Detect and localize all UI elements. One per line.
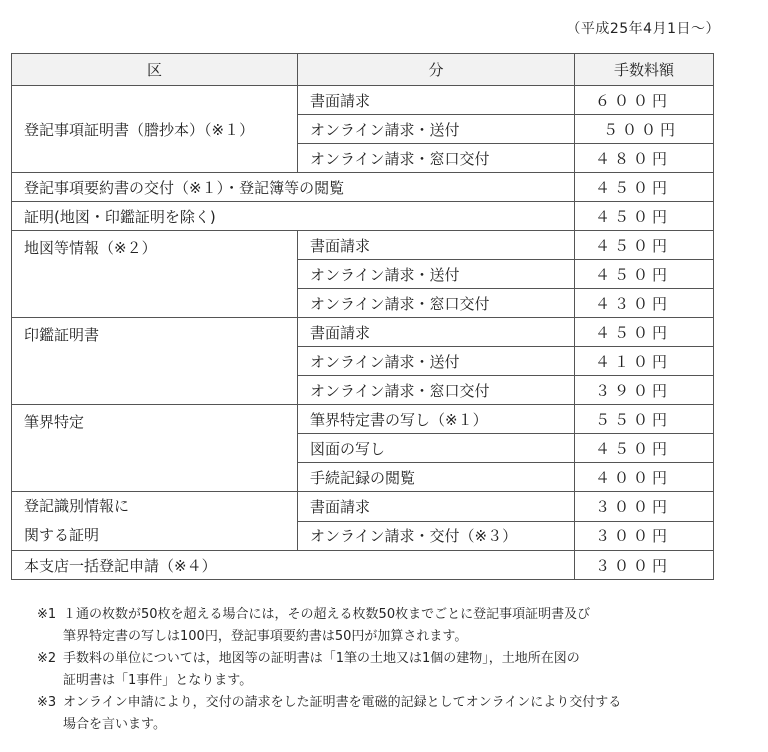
header-category-1: 区	[12, 54, 298, 86]
table-row	[12, 551, 714, 580]
row-sub: オンライン請求・窓口交付	[298, 376, 575, 405]
footnote-mark: ※1	[37, 607, 57, 622]
row-label-youyaku: 登記事項要約書の交付（※１）・登記簿等の閲覧	[12, 173, 575, 202]
footnotes	[37, 604, 757, 736]
fee-table	[11, 53, 714, 580]
footnote-1	[37, 604, 757, 648]
table-row	[12, 231, 714, 260]
row-sub: 書面請求	[298, 231, 575, 260]
row-fee: ５００円	[575, 115, 714, 144]
row-sub: 図面の写し	[298, 434, 575, 463]
row-label-shikibetsu-line-2: 関する証明	[24, 526, 100, 544]
row-label-shikibetsu-line-1: 登記識別情報に	[24, 497, 130, 515]
table-header-row	[12, 54, 714, 86]
row-fee: ３００円	[575, 551, 714, 580]
row-fee: ３００円	[575, 521, 714, 551]
row-label-touki: 登記事項証明書（謄抄本）（※１）	[12, 86, 298, 173]
table-row	[12, 86, 714, 115]
row-fee: ４５０円	[575, 231, 714, 260]
footnote-line: オンライン申請により，交付の請求をした証明書を電磁的記録としてオンラインにより交付する	[63, 695, 622, 710]
footnote-3	[37, 692, 757, 736]
row-label-inkan: 印鑑証明書	[12, 318, 298, 405]
row-sub: オンライン請求・交付（※３）	[298, 521, 575, 551]
row-sub: オンライン請求・窓口交付	[298, 144, 575, 173]
row-fee: ３００円	[575, 492, 714, 522]
table-row	[12, 492, 714, 522]
row-sub: オンライン請求・送付	[298, 347, 575, 376]
row-label-chizu: 地図等情報（※２）	[12, 231, 298, 318]
table-row	[12, 173, 714, 202]
footnote-line: 筆界特定書の写しは100円，登記事項要約書は50円が加算されます。	[63, 629, 468, 644]
row-fee: ３９０円	[575, 376, 714, 405]
row-fee: ４１０円	[575, 347, 714, 376]
footnote-line: 場合を言います。	[63, 717, 166, 732]
row-sub: オンライン請求・窓口交付	[298, 289, 575, 318]
row-sub: 書面請求	[298, 318, 575, 347]
table-row	[12, 318, 714, 347]
table-row	[12, 405, 714, 434]
header-category-2: 分	[298, 54, 575, 86]
row-label-shoumei: 証明(地図・印鑑証明を除く)	[12, 202, 575, 231]
row-fee: ４５０円	[575, 260, 714, 289]
table-row	[12, 202, 714, 231]
footnote-mark: ※2	[37, 651, 57, 666]
footnote-2	[37, 648, 757, 692]
row-sub: オンライン請求・送付	[298, 115, 575, 144]
row-sub: オンライン請求・送付	[298, 260, 575, 289]
row-fee: ４５０円	[575, 318, 714, 347]
row-sub: 書面請求	[298, 86, 575, 115]
footnote-line: １通の枚数が50枚を超える場合には，その超える枚数50枚までごとに登記事項証明書及び	[63, 607, 591, 622]
header-fee: 手数料額	[575, 54, 714, 86]
row-fee: ５５０円	[575, 405, 714, 434]
row-fee: ４００円	[575, 463, 714, 492]
row-sub: 書面請求	[298, 492, 575, 522]
row-sub: 筆界特定書の写し（※１）	[298, 405, 575, 434]
row-label-hikkai: 筆界特定	[12, 405, 298, 492]
row-fee: ４３０円	[575, 289, 714, 318]
effective-date: （平成25年4月1日～）	[566, 21, 720, 37]
footnote-line: 証明書は「1事件」となります。	[63, 673, 253, 688]
footnote-line: 手数料の単位については，地図等の証明書は「1筆の土地又は1個の建物」，土地所在図の	[63, 651, 580, 666]
row-fee: ４５０円	[575, 434, 714, 463]
footnote-mark: ※3	[37, 695, 57, 710]
row-sub: 手続記録の閲覧	[298, 463, 575, 492]
row-fee: ６００円	[575, 86, 714, 115]
row-fee: ４８０円	[575, 144, 714, 173]
row-label-shikibetsu	[12, 492, 298, 551]
row-fee: ４５０円	[575, 173, 714, 202]
row-label-honshiten: 本支店一括登記申請（※４）	[12, 551, 575, 580]
row-fee: ４５０円	[575, 202, 714, 231]
